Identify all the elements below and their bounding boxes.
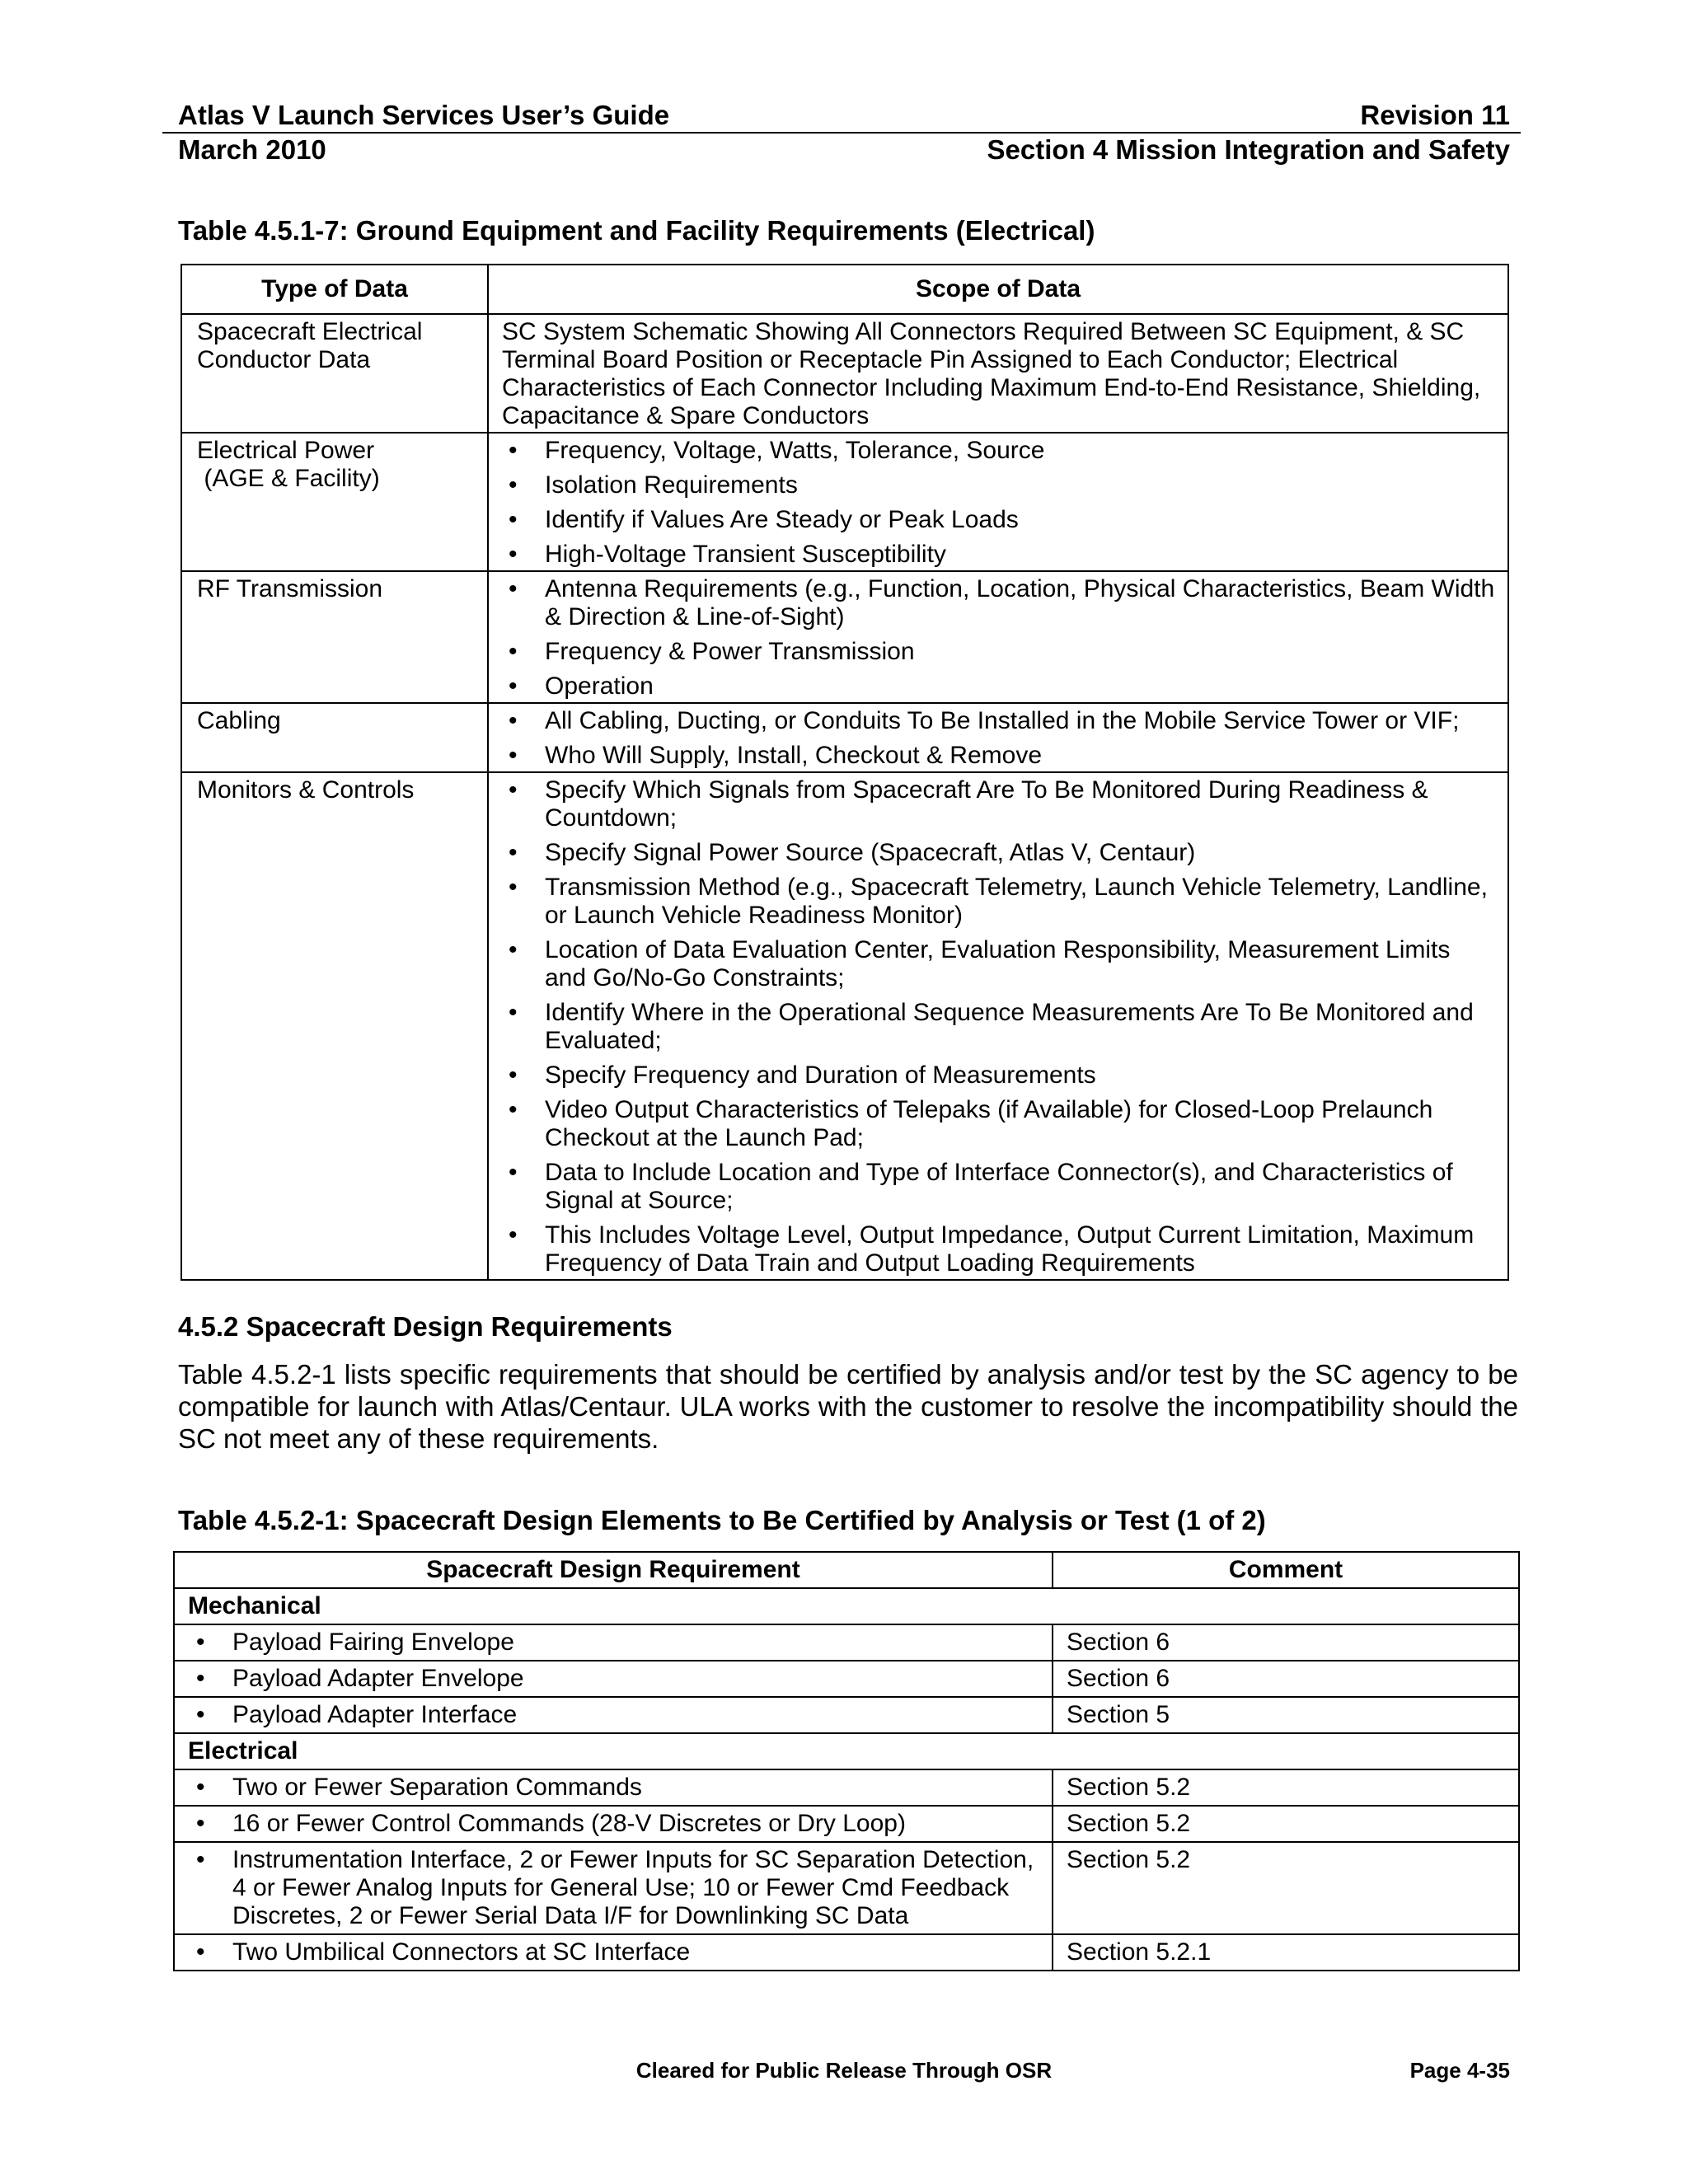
type-cell — [181, 314, 488, 433]
table-row — [174, 1842, 1519, 1934]
requirement-cell: • Payload Adapter Interface — [174, 1697, 1053, 1733]
column-header-scope: Scope of Data — [488, 265, 1508, 314]
scope-cell — [488, 772, 1508, 1280]
scope-cell — [488, 703, 1508, 772]
table2-caption: Table 4.5.2-1: Spacecraft Design Elements to Be Certified by Analysis or Test (1 of 2) — [178, 1505, 1266, 1535]
list-item: • High-Voltage Transient Susceptibility — [502, 541, 1496, 569]
revision-label: Revision 11 — [1360, 100, 1510, 130]
comment-cell: Section 5.2 — [1053, 1842, 1519, 1934]
table-row — [181, 703, 1508, 772]
type-cell: Cabling — [181, 703, 488, 772]
type-label: Conductor Data — [197, 346, 371, 373]
requirement-cell: • Two Umbilical Connectors at SC Interface — [174, 1934, 1053, 1971]
scope-list — [502, 707, 1496, 770]
table-row — [181, 433, 1508, 571]
list-item: • Specify Signal Power Source (Spacecraft, Atlas V, Centaur) — [502, 839, 1496, 867]
table-row — [181, 571, 1508, 703]
list-item: • Specify Which Signals from Spacecraft Are To Be Monitored During Readiness & Countdown; — [502, 776, 1496, 832]
table-row — [174, 1697, 1519, 1733]
list-item: • This Includes Voltage Level, Output Impedance, Output Current Limitation, Maximum Frequency of Data Train and Output Loading Requirements — [502, 1221, 1496, 1277]
type-label: Spacecraft Electrical — [197, 318, 423, 345]
list-item: • Identify Where in the Operational Sequence Measurements Are To Be Monitored and Evaluated; — [502, 999, 1496, 1055]
type-cell: RF Transmission — [181, 571, 488, 703]
list-item: • All Cabling, Ducting, or Conduits To Be Installed in the Mobile Service Tower or VIF; — [502, 707, 1496, 735]
group-label-electrical: Electrical — [174, 1733, 1519, 1769]
table-row — [174, 1806, 1519, 1842]
table-row — [174, 1624, 1519, 1661]
list-item: • Frequency & Power Transmission — [502, 638, 1496, 666]
section-label: Section 4 Mission Integration and Safety — [987, 134, 1510, 165]
scope-list — [502, 575, 1496, 701]
table-header-row — [181, 265, 1508, 314]
comment-cell: Section 5.2 — [1053, 1806, 1519, 1842]
scope-list — [502, 437, 1496, 569]
comment-cell: Section 6 — [1053, 1624, 1519, 1661]
document-date: March 2010 — [178, 134, 326, 165]
column-header-type: Type of Data — [181, 265, 488, 314]
column-header-comment: Comment — [1053, 1552, 1519, 1588]
list-item: • Antenna Requirements (e.g., Function, Location, Physical Characteristics, Beam Width & Direction & Line-of-Sight) — [502, 575, 1496, 631]
section-paragraph: Table 4.5.2-1 lists specific requirements that should be certified by analysis and/or test by the SC agency to be compatible for launch with Atlas/Centaur. ULA works with the customer to resolve the incompatibility should the SC not meet any of these requirements. — [178, 1359, 1518, 1454]
table1-caption: Table 4.5.1-7: Ground Equipment and Facility Requirements (Electrical) — [178, 215, 1095, 246]
scope-cell — [488, 433, 1508, 571]
table-row — [174, 1934, 1519, 1971]
table-row — [181, 314, 1508, 433]
table-row — [181, 772, 1508, 1280]
type-label: Electrical Power — [197, 437, 375, 464]
comment-cell: Section 5.2.1 — [1053, 1934, 1519, 1971]
list-item: • Identify if Values Are Steady or Peak Loads — [502, 506, 1496, 534]
comment-cell: Section 5 — [1053, 1697, 1519, 1733]
group-row — [174, 1588, 1519, 1624]
group-label-mechanical: Mechanical — [174, 1588, 1519, 1624]
section-heading: 4.5.2 Spacecraft Design Requirements — [178, 1311, 673, 1342]
page-number: Page 4-35 — [1409, 2058, 1510, 2083]
comment-cell: Section 6 — [1053, 1661, 1519, 1697]
type-cell: Monitors & Controls — [181, 772, 488, 1280]
list-item: • Who Will Supply, Install, Checkout & Remove — [502, 742, 1496, 770]
list-item: • Transmission Method (e.g., Spacecraft Telemetry, Launch Vehicle Telemetry, Landline, or Launch Vehicle Readiness Monitor) — [502, 874, 1496, 930]
table-row — [174, 1661, 1519, 1697]
requirement-cell: • 16 or Fewer Control Commands (28-V Discretes or Dry Loop) — [174, 1806, 1053, 1842]
list-item: • Operation — [502, 673, 1496, 701]
list-item: • Location of Data Evaluation Center, Evaluation Responsibility, Measurement Limits and Go/No-Go Constraints; — [502, 936, 1496, 992]
requirement-cell: • Two or Fewer Separation Commands — [174, 1769, 1053, 1806]
type-cell — [181, 433, 488, 571]
requirement-cell: • Payload Adapter Envelope — [174, 1661, 1053, 1697]
spacecraft-design-table — [173, 1551, 1520, 1971]
document-title: Atlas V Launch Services User’s Guide — [178, 100, 670, 130]
column-header-requirement: Spacecraft Design Requirement — [174, 1552, 1053, 1588]
list-item: • Isolation Requirements — [502, 471, 1496, 499]
scope-cell — [488, 571, 1508, 703]
table-row — [174, 1769, 1519, 1806]
group-row — [174, 1733, 1519, 1769]
list-item: • Frequency, Voltage, Watts, Tolerance, Source — [502, 437, 1496, 465]
type-label: (AGE & Facility) — [197, 465, 380, 492]
scope-cell: SC System Schematic Showing All Connectors Required Between SC Equipment, & SC Terminal Board Position or Receptacle Pin Assigned to Each Conductor; Electrical Characteristics of Each Connector Including Maximum End-to-End Resistance, Shielding, Capacitance & Spare Conductors — [488, 314, 1508, 433]
ground-equipment-table — [181, 264, 1509, 1281]
list-item: • Specify Frequency and Duration of Measurements — [502, 1062, 1496, 1090]
requirement-cell: • Instrumentation Interface, 2 or Fewer Inputs for SC Separation Detection, 4 or Fewer Analog Inputs for General Use; 10 or Fewer Cmd Feedback Discretes, 2 or Fewer Serial Data I/F for Downlinking SC Data — [174, 1842, 1053, 1934]
comment-cell: Section 5.2 — [1053, 1769, 1519, 1806]
list-item: • Video Output Characteristics of Telepaks (if Available) for Closed-Loop Prelaunch Checkout at the Launch Pad; — [502, 1096, 1496, 1152]
scope-list — [502, 776, 1496, 1277]
table-header-row — [174, 1552, 1519, 1588]
requirement-cell: • Payload Fairing Envelope — [174, 1624, 1053, 1661]
release-note: Cleared for Public Release Through OSR — [635, 2058, 1053, 2083]
list-item: • Data to Include Location and Type of Interface Connector(s), and Characteristics of Signal at Source; — [502, 1159, 1496, 1215]
